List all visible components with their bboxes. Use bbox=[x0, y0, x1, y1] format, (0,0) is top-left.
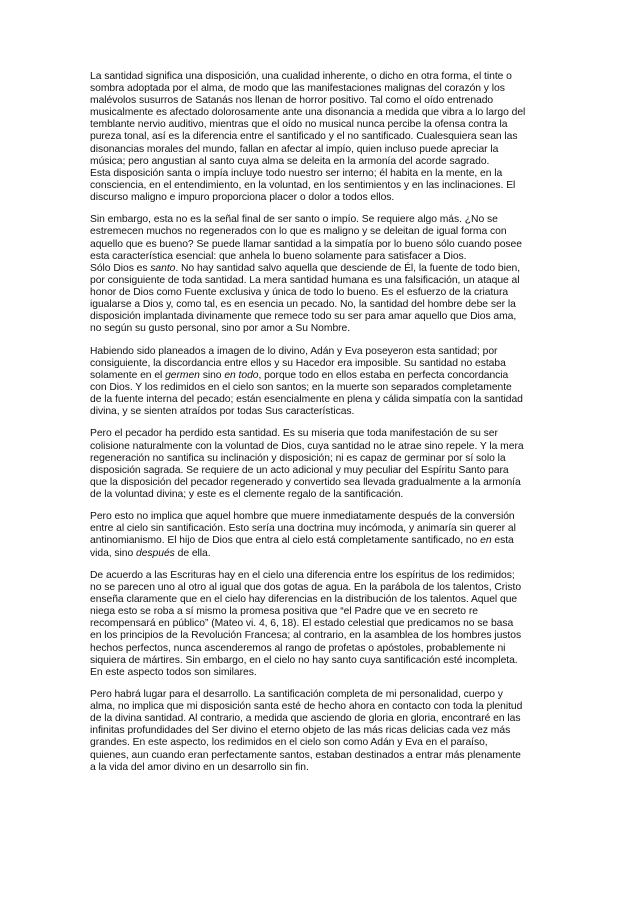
paragraph bbox=[90, 570, 552, 679]
text-segment: Sólo Dios es bbox=[90, 262, 151, 274]
text-segment: sino bbox=[199, 369, 225, 381]
text-segment: hechos perfectos, nunca ascenderemos al rango de profetas o apóstoles, probablemente ni bbox=[90, 642, 506, 654]
text-line bbox=[90, 95, 552, 107]
text-line bbox=[90, 489, 552, 501]
text-segment: enseña claramente que en el cielo hay diferencias en la distribución de los talentos. Aquel que bbox=[90, 594, 518, 606]
text-segment: por consiguiente de toda santidad. La mera santidad humana es una falsificación, un ataque al bbox=[90, 274, 520, 286]
text-segment: con Dios. Y los redimidos en el cielo son santos; en la muerte son separados completamente bbox=[90, 381, 512, 393]
text-segment: no se parecen uno al otro al igual que dos gotas de agua. En la parábola de los talentos, Cristo bbox=[90, 582, 522, 594]
text-segment: vida, sino bbox=[90, 547, 137, 559]
text-line bbox=[90, 762, 552, 774]
text-line bbox=[90, 299, 552, 311]
text-segment: disposición sagrada. Se requiere de un acto adicional y muy peculiar del Espíritu Santo para bbox=[90, 464, 509, 476]
text-segment: Pero habrá lugar para el desarrollo. La santificación completa de mi personalidad, cuerpo y bbox=[90, 689, 503, 701]
text-line bbox=[90, 511, 552, 523]
text-segment: a la vida del amor divino en un desarrollo sin fin. bbox=[90, 761, 309, 773]
text-line bbox=[90, 606, 552, 618]
paragraph bbox=[90, 71, 552, 204]
text-line bbox=[90, 311, 552, 323]
text-segment: de la divina santidad. Al contrario, a medida que asciendo de gloria en gloria, encontraré en las bbox=[90, 713, 521, 725]
text-line bbox=[90, 428, 552, 440]
text-line bbox=[90, 441, 552, 453]
text-segment: de la voluntad divina; y este es el clemente regalo de la santificación. bbox=[90, 488, 404, 500]
text-segment: discurso maligno e impuro proporciona placer o dolor a todos ellos. bbox=[90, 191, 395, 203]
text-segment: antinomianismo. El hijo de Dios que entra al cielo está completamente santificado, no bbox=[90, 535, 481, 547]
text-segment: , porque todo en ellos estaba en perfecta concordancia bbox=[258, 369, 509, 381]
text-segment: pureza tonal, así es la diferencia entre el santificado y el no santificado. Cualesquiera sean las bbox=[90, 131, 518, 143]
text-line bbox=[90, 689, 552, 701]
text-segment: quienes, aun cuando eran perfectamente santos, estaban destinados a entrar más plenamente bbox=[90, 749, 521, 761]
paragraph bbox=[90, 511, 552, 559]
text-segment: sombra adoptada por el alma, de modo que las manifestaciones malignas del corazón y los bbox=[90, 83, 505, 95]
text-segment: aquello que es bueno? Se puede llamar santidad a la simpatía por lo bueno sólo cuando posee bbox=[90, 238, 522, 250]
text-line bbox=[90, 168, 552, 180]
emphasized-text: después bbox=[136, 547, 175, 559]
text-segment: Habiendo sido planeados a imagen de lo divino, Adán y Eva poseyeron esta santidad; por bbox=[90, 345, 498, 357]
text-segment: disposición implantada divinamente que remece todo su ser para amar aquello que Dios ama, bbox=[90, 311, 517, 323]
paragraph bbox=[90, 689, 552, 774]
text-segment: honor de Dios como Fuente exclusiva y única de todo lo bueno. Es el esfuerzo de la criatura bbox=[90, 286, 509, 298]
text-line bbox=[90, 131, 552, 143]
text-segment: colisione naturalmente con la voluntad de Dios, cuya santidad no le atrae sino repele. Y la mera bbox=[90, 440, 524, 452]
text-segment: alma, no implica que mi disposición santa esté de hecho ahora en contacto con toda la plenitud bbox=[90, 701, 523, 713]
text-line bbox=[90, 251, 552, 263]
text-segment: La santidad significa una disposición, una cualidad inherente, o dicho en otra forma, el tinte o bbox=[90, 71, 512, 82]
text-line bbox=[90, 750, 552, 762]
text-line bbox=[90, 107, 552, 119]
emphasized-text: en todo bbox=[224, 369, 259, 381]
text-segment: no según su gusto personal, sino por amor a Su Nombre. bbox=[90, 323, 351, 335]
text-line bbox=[90, 119, 552, 131]
text-segment: En este aspecto todos son similares. bbox=[90, 666, 257, 678]
text-segment: entre al cielo sin santificación. Esto sería una doctrina muy incómoda, y animaría sin querer al bbox=[90, 523, 516, 535]
emphasized-text: germen bbox=[165, 369, 200, 381]
emphasized-text: santo bbox=[150, 262, 176, 274]
text-line bbox=[90, 655, 552, 667]
text-segment: esta bbox=[491, 535, 514, 547]
text-line bbox=[90, 226, 552, 238]
text-segment: divina, y se sienten atraídos por todas Sus características. bbox=[90, 406, 355, 418]
text-segment: de la fuente interna del pecado; están esencialmente en plena y cálida simpatía con la santidad bbox=[90, 393, 523, 405]
text-line bbox=[90, 582, 552, 594]
text-segment: música; pero angustian al santo cuya alma se deleita en la armonía del acorde sagrado. bbox=[90, 155, 490, 167]
text-line bbox=[90, 287, 552, 299]
text-segment: niega esto se roba a sí mismo la promesa positiva que “el Padre que ve en secreto re bbox=[90, 606, 478, 618]
text-line bbox=[90, 535, 552, 547]
paragraph bbox=[90, 346, 552, 419]
text-line bbox=[90, 594, 552, 606]
text-line bbox=[90, 214, 552, 226]
text-segment: disonancias morales del mundo, fallan en afectar al impío, quien incluso puede apreciar la bbox=[90, 143, 499, 155]
text-segment: estremecen muchos no regenerados con lo que es maligno y se deleitan de igual forma con bbox=[90, 226, 507, 238]
text-line bbox=[90, 156, 552, 168]
text-line bbox=[90, 370, 552, 382]
emphasized-text: en bbox=[480, 535, 492, 547]
text-segment: solamente en el bbox=[90, 369, 166, 381]
text-line bbox=[90, 618, 552, 630]
text-segment: consiguiente, la discordancia entre ellos y su Hacedor era imposible. Su santidad no estaba bbox=[90, 357, 506, 369]
text-segment: temblante nervio auditivo, mientras que el oído no musical nunca percibe la ofensa contra la bbox=[90, 119, 508, 131]
text-segment: que la disposición del pecador regenerado y convertido sea llevada gradualmente a la armonía bbox=[90, 476, 521, 488]
text-line bbox=[90, 239, 552, 251]
text-line bbox=[90, 323, 552, 335]
text-line bbox=[90, 406, 552, 418]
text-line bbox=[90, 725, 552, 737]
text-line bbox=[90, 477, 552, 489]
text-segment: Pero el pecador ha perdido esta santidad. Es su miseria que toda manifestación de su ser bbox=[90, 428, 498, 440]
text-segment: . No hay santidad salvo aquella que desciende de Él, la fuente de todo bien, bbox=[175, 262, 521, 274]
text-line bbox=[90, 701, 552, 713]
text-segment: consciencia, en el entendimiento, en la voluntad, en los sentimientos y en las inclinaciones. El bbox=[90, 179, 516, 191]
paragraph bbox=[90, 428, 552, 501]
text-segment: grandes. En este aspecto, los redimidos en el cielo son como Adán y Eva en el paraíso, bbox=[90, 737, 488, 749]
text-line bbox=[90, 523, 552, 535]
text-segment: de ella. bbox=[174, 547, 211, 559]
text-line bbox=[90, 263, 552, 275]
text-line bbox=[90, 548, 552, 560]
text-segment: igualarse a Dios y, como tal, es en esencia un pecado. No, la santidad del hombre debe ser la bbox=[90, 298, 516, 310]
text-line bbox=[90, 83, 552, 95]
text-segment: siquiera de mártires. Sin embargo, en el cielo no hay santo cuya santificación esté incompleta. bbox=[90, 654, 518, 666]
text-line bbox=[90, 192, 552, 204]
text-line bbox=[90, 346, 552, 358]
text-segment: esta característica esencial: que anhela lo bueno solamente para satisfacer a Dios. bbox=[90, 250, 467, 262]
text-line bbox=[90, 465, 552, 477]
text-segment: infinitas profundidades del Ser divino el eterno objeto de las más ricas delicias cada vez más bbox=[90, 725, 511, 737]
text-line bbox=[90, 713, 552, 725]
text-line bbox=[90, 358, 552, 370]
text-line bbox=[90, 667, 552, 679]
text-segment: regeneración no santifica su inclinación y disposición; ni es capaz de germinar por sí solo la bbox=[90, 452, 506, 464]
text-segment: recompensará en público” (Mateo vi. 4, 6, 18). El estado celestial que predicamos no se basa bbox=[90, 618, 514, 630]
text-line bbox=[90, 453, 552, 465]
text-line bbox=[90, 382, 552, 394]
text-segment: De acuerdo a las Escrituras hay en el cielo una diferencia entre los espíritus de los redimidos; bbox=[90, 569, 515, 581]
text-segment: en los principios de la Revolución Francesa; al contrario, en la asamblea de los hombres justos bbox=[90, 630, 522, 642]
text-segment: Esta disposición santa o impía incluye todo nuestro ser interno; él habita en la mente, en la bbox=[90, 167, 503, 179]
text-line bbox=[90, 71, 552, 83]
text-line bbox=[90, 737, 552, 749]
text-segment: Sin embargo, esta no es la señal final de ser santo o impío. Se requiere algo más. ¿No se bbox=[90, 214, 498, 226]
text-segment: musicalmente es afectado dolorosamente ante una disonancia a medida que vibra a lo largo del bbox=[90, 107, 526, 119]
text-line bbox=[90, 570, 552, 582]
paragraph bbox=[90, 214, 552, 335]
text-segment: Pero esto no implica que aquel hombre que muere inmediatamente después de la conversión bbox=[90, 511, 515, 523]
text-line bbox=[90, 275, 552, 287]
text-line bbox=[90, 630, 552, 642]
text-segment: malévolos susurros de Satanás nos llenan de horror positivo. Tal como el oído entrenado bbox=[90, 95, 494, 107]
document-page bbox=[90, 71, 552, 784]
text-line bbox=[90, 144, 552, 156]
text-line bbox=[90, 394, 552, 406]
text-line bbox=[90, 180, 552, 192]
text-line bbox=[90, 643, 552, 655]
